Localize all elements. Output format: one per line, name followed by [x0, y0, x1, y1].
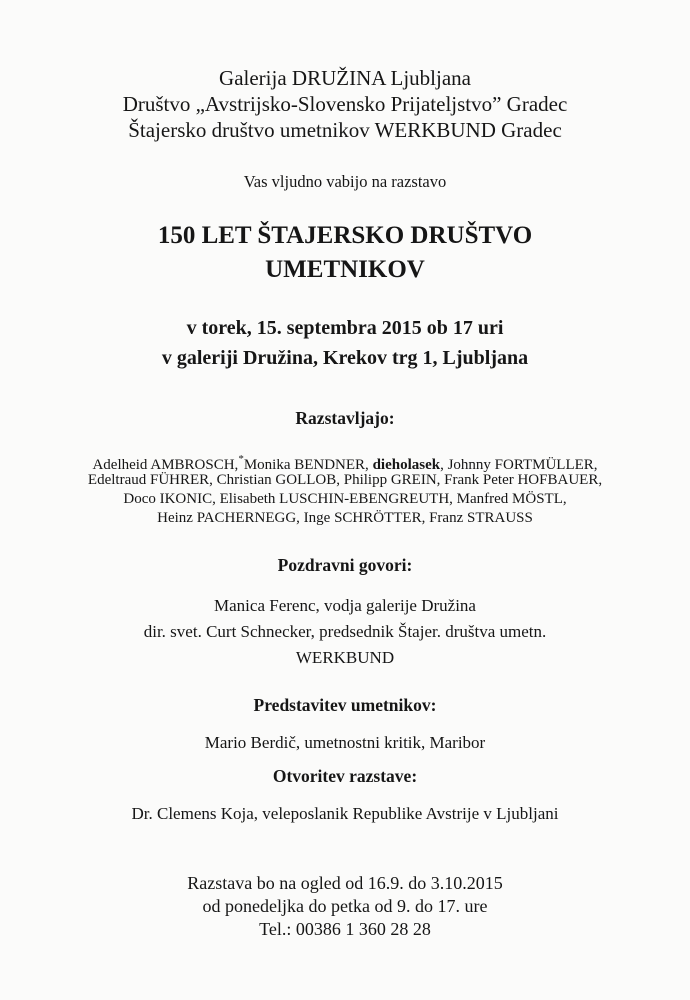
dieholasek-name: dieholasek: [372, 457, 441, 473]
artist-presentation-line: Mario Berdič, umetnostni kritik, Maribor: [204, 733, 486, 752]
invite-text: Vas vljudno vabijo na razstavo: [243, 172, 447, 191]
greetings-line-1: Manica Ferenc, vodja galerije Družina: [214, 596, 476, 615]
artist-presentation-heading: Predstavitev umetnikov:: [253, 695, 437, 715]
greetings-line-2: dir. svet. Curt Schnecker, predsednik Štajer. društva umetn.: [143, 622, 547, 641]
organizer-1: Galerija DRUŽINA Ljubljana: [219, 66, 471, 90]
exhibition-title-line-2: UMETNIKOV: [265, 256, 425, 283]
asterisk-mark: *: [238, 453, 244, 465]
greetings-line-3: WERKBUND: [295, 648, 395, 667]
footer-hours: od ponedeljka do petka od 9. do 17. ure: [202, 896, 488, 916]
exhibitors-line-4: Heinz PACHERNEGG, Inge SCHRÖTTER, Franz STRAUSS: [157, 510, 533, 526]
organizer-2: Društvo „Avstrijsko-Slovensko Prijateljstvo” Gradec: [122, 92, 568, 116]
opening-line: Dr. Clemens Koja, veleposlanik Republike Avstrije v Ljubljani: [131, 804, 559, 823]
exhibition-title-line-1: 150 LET ŠTAJERSKO DRUŠTVO: [157, 222, 533, 249]
exhibitors-line-3: Doco IKONIC, Elisabeth LUSCHIN-EBENGREUTH, Manfred MÖSTL,: [123, 491, 567, 507]
exhibitors-line-1: Adelheid AMBROSCH,*Monika BENDNER, dieholasek, Johnny FORTMÜLLER,: [92, 453, 598, 473]
exhibitors-line-2: Edeltraud FÜHRER, Christian GOLLOB, Philipp GREIN, Frank Peter HOFBAUER,: [87, 472, 603, 488]
event-venue: v galeriji Družina, Krekov trg 1, Ljubljana: [161, 347, 529, 369]
exhibitors-heading: Razstavljajo:: [295, 408, 395, 428]
greetings-heading: Pozdravni govori:: [277, 555, 413, 575]
event-date: v torek, 15. septembra 2015 ob 17 uri: [186, 317, 504, 339]
opening-heading: Otvoritev razstave:: [272, 766, 418, 786]
organizer-3: Štajersko društvo umetnikov WERKBUND Gradec: [128, 118, 562, 142]
footer-phone: Tel.: 00386 1 360 28 28: [259, 919, 431, 939]
footer-dates: Razstava bo na ogled od 16.9. do 3.10.2015: [187, 873, 503, 893]
